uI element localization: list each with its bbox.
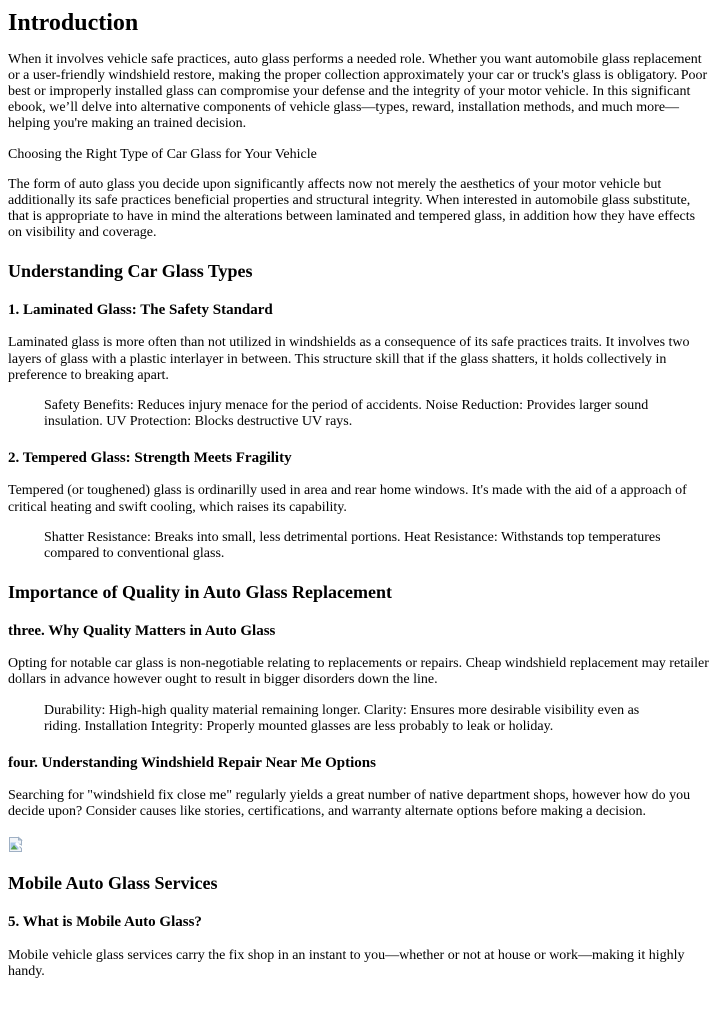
paragraph-mobile-auto-glass: Mobile vehicle glass services carry the fix shop in an instant to you—whether or not at house or work—making it highly handy. <box>8 947 685 979</box>
blockquote-quality-benefits: Durability: High-high quality material remaining longer. Clarity: Ensures more desirable visibility even as riding. Installation Integrity: Properly mounted glasses are less probably to leak or holiday. <box>44 702 640 734</box>
heading-laminated-glass: 1. Laminated Glass: The Safety Standard <box>8 302 273 319</box>
paragraph-choosing-right-type: Choosing the Right Type of Car Glass for Your Vehicle <box>8 146 317 162</box>
heading-introduction: Introduction <box>8 10 139 36</box>
blockquote-tempered-benefits: Shatter Resistance: Breaks into small, less detrimental portions. Heat Resistance: Withstands top temperatures compared to conventional glass. <box>44 529 661 561</box>
broken-image-icon <box>8 836 25 853</box>
paragraph-form-of-auto-glass: The form of auto glass you decide upon significantly affects now not merely the aesthetics of your motor vehicle but additionally its safe practices beneficial properties and structural integrity. When interested in automobile glass substitute, that is appropriate to have in mind the alterations between laminated and tempered glass, in addition how they have effects on visibility and coverage. <box>8 176 696 241</box>
image-row <box>8 836 712 853</box>
heading-windshield-repair-near-me: four. Understanding Windshield Repair Near Me Options <box>8 754 376 771</box>
heading-tempered-glass: 2. Tempered Glass: Strength Meets Fragility <box>8 450 292 467</box>
heading-understanding-car-glass-types: Understanding Car Glass Types <box>8 261 253 282</box>
heading-why-quality-matters: three. Why Quality Matters in Auto Glass <box>8 622 276 639</box>
paragraph-windshield-repair-near-me: Searching for "windshield fix close me" regularly yields a great number of native department shops, however how do you decide upon? Consider causes like stories, certifications, and warranty alternate options before making a decision. <box>8 788 691 820</box>
heading-importance-of-quality: Importance of Quality in Auto Glass Replacement <box>8 582 392 603</box>
paragraph-why-quality-matters: Opting for notable car glass is non-negotiable relating to replacements or repairs. Cheap windshield replacement may retailer dollars in advance however ought to result in bigger disorders down the line. <box>8 656 709 688</box>
document <box>8 10 712 980</box>
heading-mobile-auto-glass-services: Mobile Auto Glass Services <box>8 873 218 894</box>
blockquote-laminated-benefits: Safety Benefits: Reduces injury menace for the period of accidents. Noise Reduction: Provides larger sound insulation. UV Protection: Blocks destructive UV rays. <box>44 397 649 429</box>
paragraph-intro: When it involves vehicle safe practices, auto glass performs a needed role. Whether you want automobile glass replacement or a user-friendly windshield restore, making the proper collection approximately your car or truck's glass is obligatory. Poor best or improperly installed glass can compromise your defense and the integrity of your motor vehicle. In this significant ebook, we’ll delve into alternative components of vehicle glass—types, reward, installation methods, and much more—helping you're making an trained decision. <box>8 51 708 132</box>
paragraph-tempered-glass: Tempered (or toughened) glass is ordinarilly used in area and rear home windows. It's made with the aid of a approach of critical heating and swift cooling, which raises its capability. <box>8 483 687 515</box>
heading-what-is-mobile-auto-glass: 5. What is Mobile Auto Glass? <box>8 914 202 931</box>
paragraph-laminated-glass: Laminated glass is more often than not utilized in windshields as a consequence of its safe practices traits. It involves two layers of glass with a plastic interlayer in between. This structure skill that if the glass shatters, it holds collectively in preference to breaking apart. <box>8 335 690 383</box>
